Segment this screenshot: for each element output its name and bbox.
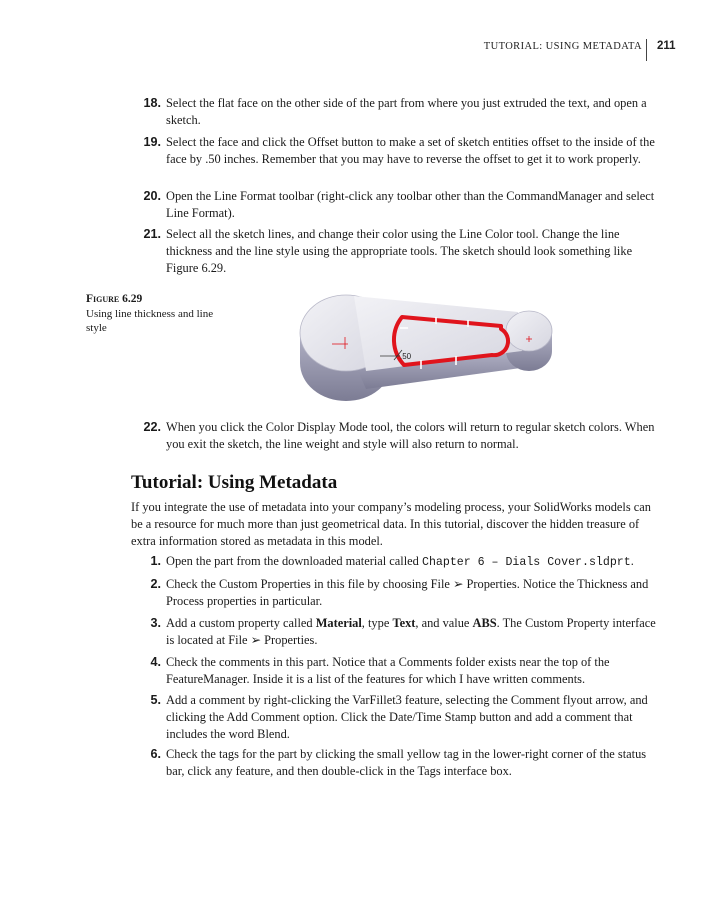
step-text: Add a comment by right-clicking the VarFillet3 feature, selecting the Comment flyout arrow, and clicking the Add Comment option. Click the Date/Time Stamp button and add a comment that includes the word Blend. <box>166 693 648 741</box>
running-head-title: TUTORIAL: USING METADATA <box>483 41 642 52</box>
step-number: 19. <box>143 135 161 149</box>
step-3 <box>137 615 657 649</box>
step-1 <box>137 553 657 572</box>
page-number: 211 <box>657 40 676 52</box>
running-head <box>0 39 717 63</box>
step-text: Check the Custom Properties in this file by choosing File ➢ Properties. Notice the Thickness and Process properties in particular. <box>166 577 649 608</box>
step-20 <box>137 188 657 222</box>
step-21 <box>137 226 657 276</box>
figure-6-29-part-illustration <box>296 293 558 401</box>
step-number: 4. <box>150 655 161 669</box>
step-text: Select the face and click the Offset button to make a set of sketch entities offset to the inside of the face by .50 inches. Remember that you may have to reverse the offset to get it to work properly. <box>166 135 655 166</box>
step-number: 18. <box>143 96 161 110</box>
step-text: Check the comments in this part. Notice that a Comments folder exists near the top of the FeatureManager. Inside it is a list of the features for which I have written comments. <box>166 655 610 686</box>
section-intro: If you integrate the use of metadata into your company’s modeling process, your SolidWorks models can be a resource for much more than just geometrical data. In this tutorial, discover the hidden treasure of extra information stored as metadata in this model. <box>131 500 651 548</box>
step-text: Check the tags for the part by clicking the small yellow tag in the lower-right corner of the status bar, click any feature, and then double-click in the Tags interface box. <box>166 747 647 778</box>
step-number: 3. <box>150 616 161 630</box>
step-number: 22. <box>143 420 161 434</box>
step-2 <box>137 576 657 610</box>
dimension-value: .50 <box>400 352 412 361</box>
figure-caption <box>86 292 216 336</box>
step-number: 2. <box>150 577 161 591</box>
step-text: Select the flat face on the other side of the part from where you just extruded the text, and open a sketch. <box>166 96 647 127</box>
step-number: 20. <box>143 189 161 203</box>
step-text: When you click the Color Display Mode tool, the colors will return to regular sketch colors. When you exit the sketch, the line weight and style will also return to normal. <box>166 420 655 451</box>
figure-label: Figure 6.29 <box>86 293 143 305</box>
figure-caption-text: Using line thickness and line style <box>86 307 214 334</box>
file-name: Chapter 6 – Dials Cover.sldprt <box>421 556 631 569</box>
step-18 <box>137 95 657 129</box>
step-19 <box>137 134 657 168</box>
step-number: 21. <box>143 227 161 241</box>
step-5 <box>137 692 657 742</box>
step-6 <box>137 746 657 780</box>
step-22 <box>137 419 657 453</box>
step-4 <box>137 654 657 688</box>
part-face-small-hub <box>506 311 552 351</box>
step-text: Open the Line Format toolbar (right-click any toolbar other than the CommandManager and select Line Format). <box>166 189 655 220</box>
step-number: 5. <box>150 693 161 707</box>
step-number: 6. <box>150 747 161 761</box>
step-text: Add a custom property called Material, type Text, and value ABS. The Custom Property interface is located at File ➢ Properties. <box>166 616 656 647</box>
section-title: Tutorial: Using Metadata <box>131 472 338 493</box>
step-text: Select all the sketch lines, and change their color using the Line Color tool. Change the line thickness and the line style using the appropriate tools. The sketch should look something like Figure 6.29. <box>166 227 633 275</box>
step-number: 1. <box>150 554 161 568</box>
running-head-divider <box>646 39 647 61</box>
step-text: Open the part from the downloaded material called Chapter 6 – Dials Cover.sldprt. <box>166 554 634 569</box>
